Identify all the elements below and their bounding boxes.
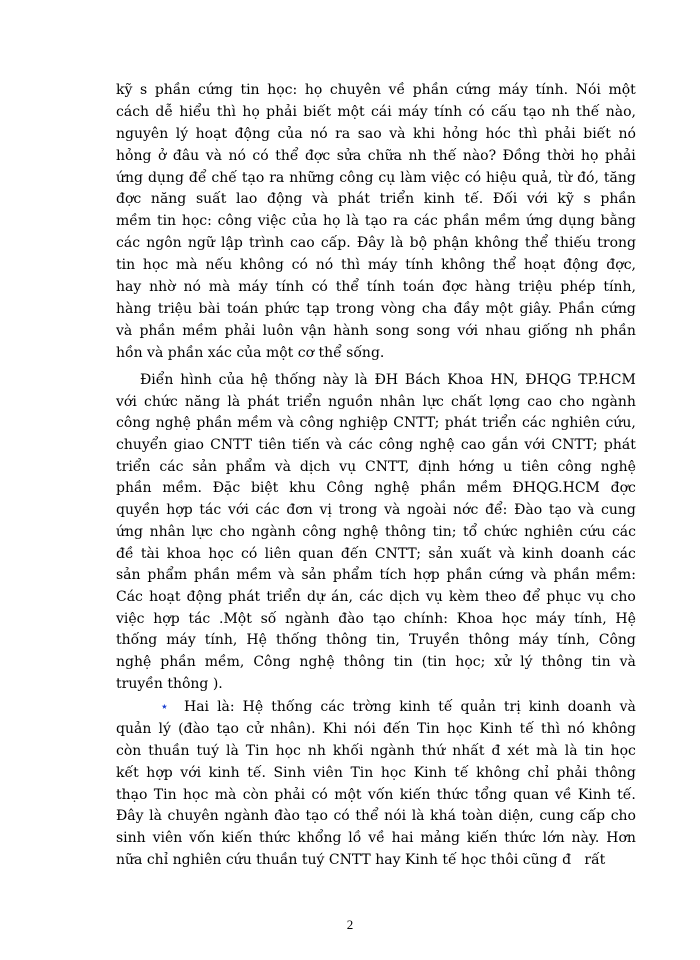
text-line: và phần mềm phải luôn vận hành song song với nhau giống nh phần	[116, 322, 636, 339]
text-line: sản phẩm phần mềm và sản phẩm tích hợp phần cứng và phần mềm:	[116, 567, 636, 584]
text-line: hồn và phần xác của một cơ thể sống.	[116, 344, 385, 361]
text-line: Hai là: Hệ thống các trờng kinh tế quản trị kinh doanh và	[184, 699, 636, 715]
text-line: còn thuần tuý là Tin học nh khối ngành thứ nhất đ xét mà là tin học	[116, 742, 636, 759]
text-line: phần mềm. Đặc biệt khu Công nghệ phần mềm ĐHQG.HCM đợc	[116, 480, 636, 497]
text-line: việc hợp tác .Một số ngành đào tạo chính: Khoa học máy tính, Hệ	[116, 610, 636, 627]
text-line: Các hoạt động phát triển dự án, các dịch vụ kèm theo để phục vụ cho	[116, 588, 636, 605]
text-line: hay nhờ nó mà máy tính có thể tính toán đợc hàng triệu phép tính,	[116, 279, 636, 296]
text-line: kết hợp với kinh tế. Sinh viên Tin học Kinh tế không chỉ phải thông	[116, 764, 636, 781]
text-line: cách dễ hiểu thì họ phải biết một cái máy tính có cấu tạo nh thế nào,	[116, 103, 636, 120]
text-line: nghệ phần mềm, Công nghệ thông tin (tin học; xử lý thông tin và	[116, 653, 636, 670]
text-line: tin học mà nếu không có nó thì máy tính không thể hoạt động đợc,	[116, 257, 636, 274]
text-line: sinh viên vốn kiến thức khổng lồ về hai mảng kiến thức lớn này. Hơn	[116, 830, 636, 847]
text-line: hàng triệu bài toán phức tạp trong vòng cha đầy một giây. Phần cứng	[116, 300, 636, 317]
text-line: triển các sản phẩm và dịch vụ CNTT, định hớng u tiên công nghệ	[116, 458, 636, 475]
text-line: với chức năng là phát triển nguồn nhân lực chất lợng cao cho ngành	[116, 393, 636, 410]
text-line: chuyển giao CNTT tiên tiến và các công nghệ cao gắn với CNTT; phát	[116, 437, 636, 454]
text-line: ứng nhân lực cho ngành công nghệ thông tin; tổ chức nghiên cứu các	[116, 523, 636, 540]
text-line: thạo Tin học mà còn phải có một vốn kiến thức tổng quan về Kinh tế.	[116, 786, 636, 803]
text-line: mềm tin học: công việc của họ là tạo ra các phần mềm ứng dụng bằng	[116, 213, 636, 230]
text-line: Đây là chuyên ngành đào tạo có thể nói là khá toàn diện, cung cấp cho	[116, 808, 636, 825]
text-line: nguyên lý hoạt động của nó ra sao và khi hỏng hóc thì phải biết nó	[116, 125, 636, 142]
text-line: các ngôn ngữ lập trình cao cấp. Đây là bộ phận không thể thiếu trong	[116, 235, 636, 252]
text-line: nữa chỉ nghiên cứu thuần tuý CNTT hay Kinh tế học thôi cũng đ rất	[116, 852, 606, 869]
text-line: hỏng ở đâu và nó có thể đợc sửa chữa nh thế nào? Đồng thời họ phải	[116, 147, 636, 164]
text-line: đề tài khoa học có liên quan đến CNTT; sản xuất và kinh doanh các	[116, 545, 636, 562]
text-line: quyền hợp tác với các đơn vị trong và ngoài nớc để: Đào tạo và cung	[116, 502, 636, 519]
paragraph-1	[116, 80, 636, 365]
text-line: quản lý (đào tạo cử nhân). Khi nói đến Tin học Kinh tế thì nó không	[116, 720, 636, 737]
star-icon: ⋆	[160, 699, 169, 715]
text-line: ứng dụng để chế tạo ra những công cụ làm việc có hiệu quả, từ đó, tăng	[116, 169, 636, 186]
paragraph-3	[116, 697, 636, 872]
text-line: công nghệ phần mềm và công nghiệp CNTT; phát triển các nghiên cứu,	[116, 415, 636, 432]
paragraph-2	[116, 370, 636, 695]
text-line: truyền thông ).	[116, 675, 223, 692]
page-number: 2	[346, 917, 354, 932]
text-line: kỹ s phần cứng tin học: họ chuyên về phần cứng máy tính. Nói một	[116, 82, 636, 98]
text-line: đợc năng suất lao động và phát triển kinh tế. Đối với kỹ s phần	[116, 191, 636, 208]
text-line: thống máy tính, Hệ thống thông tin, Truyền thông máy tính, Công	[116, 632, 636, 649]
text-line: Điển hình của hệ thống này là ĐH Bách Khoa HN, ĐHQG TP.HCM	[140, 372, 636, 388]
